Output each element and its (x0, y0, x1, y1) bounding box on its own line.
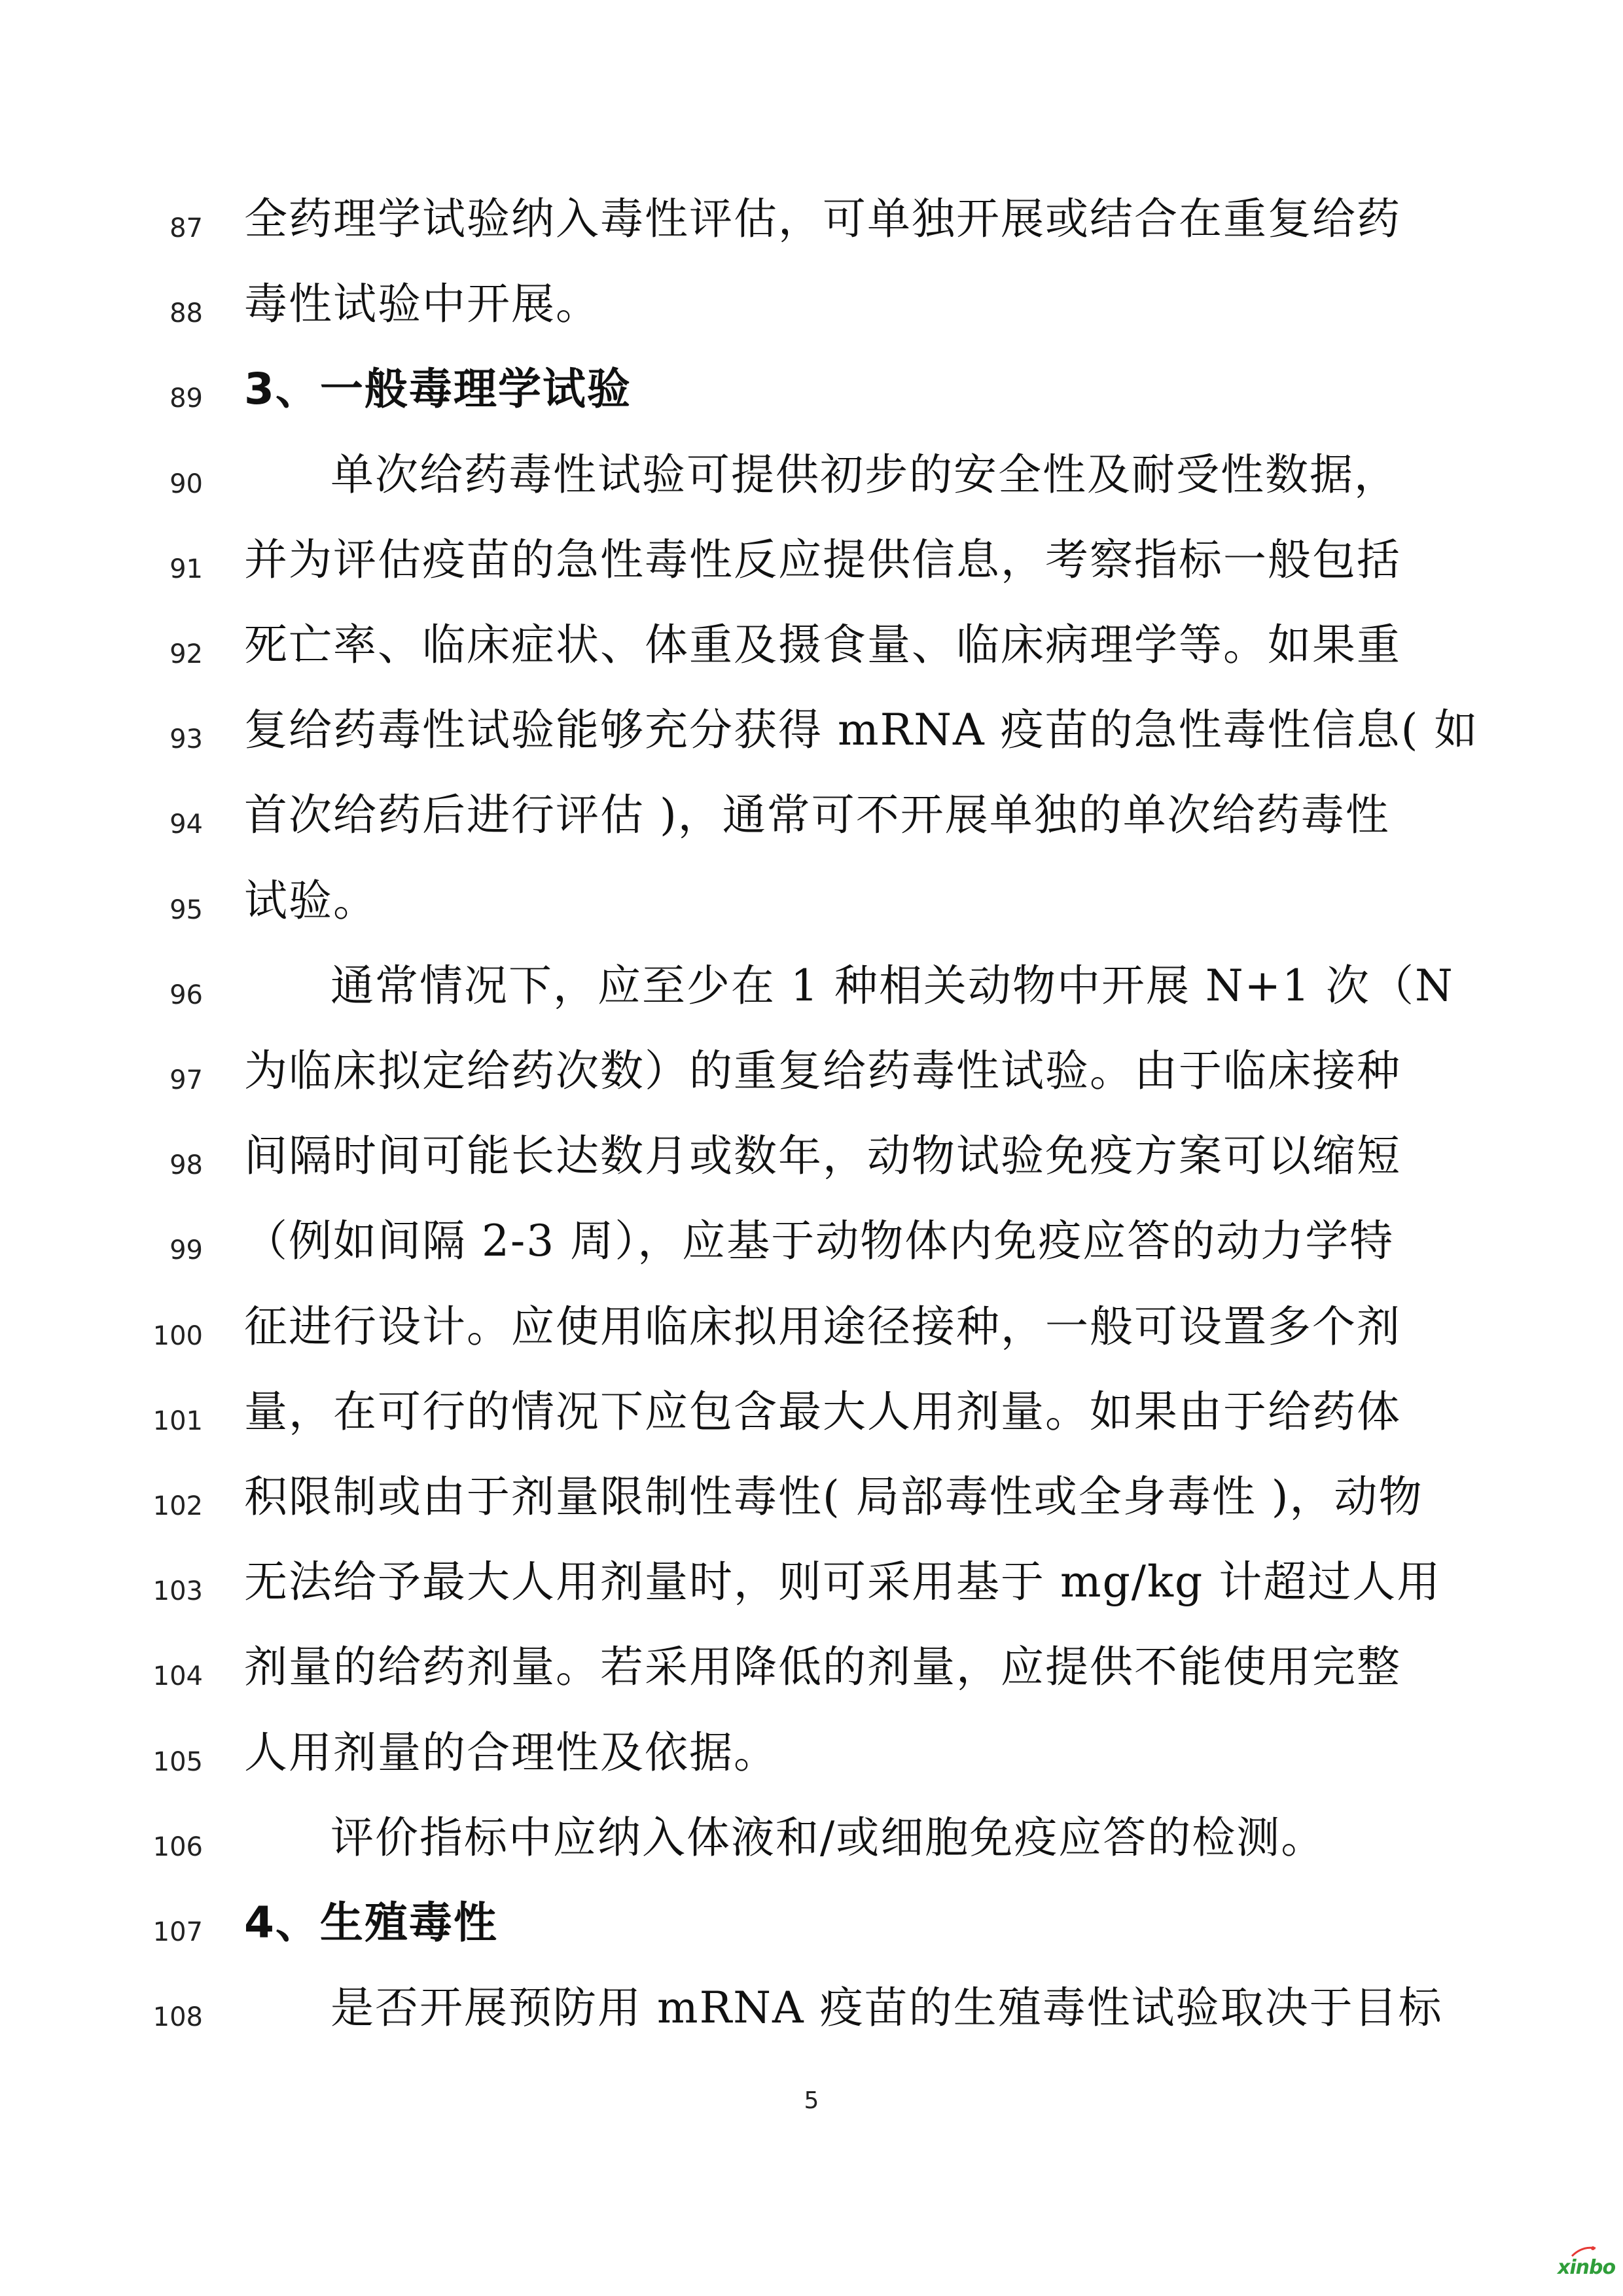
section-heading: 3、一般毒理学试验 (244, 364, 632, 415)
document-line (0, 1717, 1623, 1802)
line-number: 100 (152, 1320, 203, 1351)
document-line (0, 1631, 1623, 1716)
line-number: 102 (152, 1491, 203, 1521)
paragraph-line: 间隔时间可能长达数月或数年，动物试验免疫方案可以缩短 (244, 1131, 1401, 1182)
paragraph-line: 通常情况下，应至少在 1 种相关动物中开展 N+1 次（N (330, 960, 1454, 1011)
line-number: 105 (152, 1746, 203, 1777)
document-line (0, 1376, 1623, 1461)
line-number: 104 (152, 1661, 203, 1692)
line-number: 87 (169, 213, 203, 243)
line-number: 108 (152, 2002, 203, 2033)
paragraph-line: 积限制或由于剂量限制性毒性( 局部毒性或全身毒性 )，动物 (244, 1472, 1423, 1522)
paragraph-line: 试验。 (244, 875, 378, 926)
line-number: 89 (169, 383, 203, 414)
line-number: 98 (169, 1150, 203, 1181)
line-number: 93 (169, 724, 203, 755)
line-number: 94 (169, 809, 203, 840)
document-line (0, 183, 1623, 268)
document-line (0, 1205, 1623, 1290)
xinbo-logo (1558, 2244, 1615, 2284)
page-number: 5 (804, 2087, 819, 2114)
paragraph-line: 全药理学试验纳入毒性评估，可单独开展或结合在重复给药 (244, 194, 1401, 244)
document-line (0, 1972, 1623, 2057)
document-line (0, 524, 1623, 609)
paragraph-line: 人用剂量的合理性及依据。 (244, 1727, 778, 1778)
document-line (0, 268, 1623, 353)
paragraph-line: 无法给予最大人用剂量时，则可采用基于 mg/kg 计超过人用 (244, 1557, 1442, 1608)
document-line (0, 694, 1623, 779)
paragraph-line: 死亡率、临床症状、体重及摄食量、临床病理学等。如果重 (244, 620, 1401, 670)
line-number: 91 (169, 554, 203, 584)
document-line (0, 609, 1623, 694)
paragraph-line: 评价指标中应纳入体液和/或细胞免疫应答的检测。 (330, 1812, 1326, 1863)
document-line (0, 779, 1623, 864)
paragraph-line: 并为评估疫苗的急性毒性反应提供信息，考察指标一般包括 (244, 534, 1401, 585)
line-number: 101 (152, 1405, 203, 1436)
paragraph-line: 征进行设计。应使用临床拟用途径接种，一般可设置多个剂 (244, 1301, 1401, 1352)
line-number: 97 (169, 1065, 203, 1095)
line-number: 90 (169, 468, 203, 499)
document-line (0, 353, 1623, 438)
document-line (0, 1546, 1623, 1631)
paragraph-line: 剂量的给药剂量。若采用降低的剂量，应提供不能使用完整 (244, 1642, 1401, 1693)
section-heading: 4、生殖毒性 (244, 1898, 498, 1948)
line-number: 96 (169, 980, 203, 1010)
paragraph-line: 复给药毒性试验能够充分获得 mRNA 疫苗的急性毒性信息( 如 (244, 705, 1479, 756)
document-line (0, 950, 1623, 1035)
line-number: 95 (169, 894, 203, 925)
paragraph-line: 量，在可行的情况下应包含最大人用剂量。如果由于给药体 (244, 1386, 1401, 1437)
paragraph-line: 首次给药后进行评估 )，通常可不开展单独的单次给药毒性 (244, 790, 1390, 841)
logo-text: xinbo (1558, 2256, 1616, 2279)
document-line (0, 1802, 1623, 1887)
paragraph-line: 是否开展预防用 mRNA 疫苗的生殖毒性试验取决于目标 (330, 1983, 1443, 2034)
paragraph-line: （例如间隔 2-3 周），应基于动物体内免疫应答的动力学特 (244, 1216, 1395, 1267)
paragraph-line: 单次给药毒性试验可提供初步的安全性及耐受性数据， (330, 449, 1399, 500)
document-line (0, 1887, 1623, 1972)
line-number: 88 (169, 298, 203, 329)
document-line (0, 1120, 1623, 1205)
document-line (0, 865, 1623, 950)
document-line (0, 439, 1623, 524)
paragraph-line: 毒性试验中开展。 (244, 279, 600, 330)
document-line (0, 1291, 1623, 1376)
line-number: 106 (152, 1831, 203, 1862)
document-line (0, 1035, 1623, 1120)
line-number: 99 (169, 1235, 203, 1266)
line-number: 107 (152, 1917, 203, 1947)
line-number: 103 (152, 1576, 203, 1607)
line-number: 92 (169, 639, 203, 669)
document-line (0, 1461, 1623, 1546)
paragraph-line: 为临床拟定给药次数）的重复给药毒性试验。由于临床接种 (244, 1046, 1401, 1096)
